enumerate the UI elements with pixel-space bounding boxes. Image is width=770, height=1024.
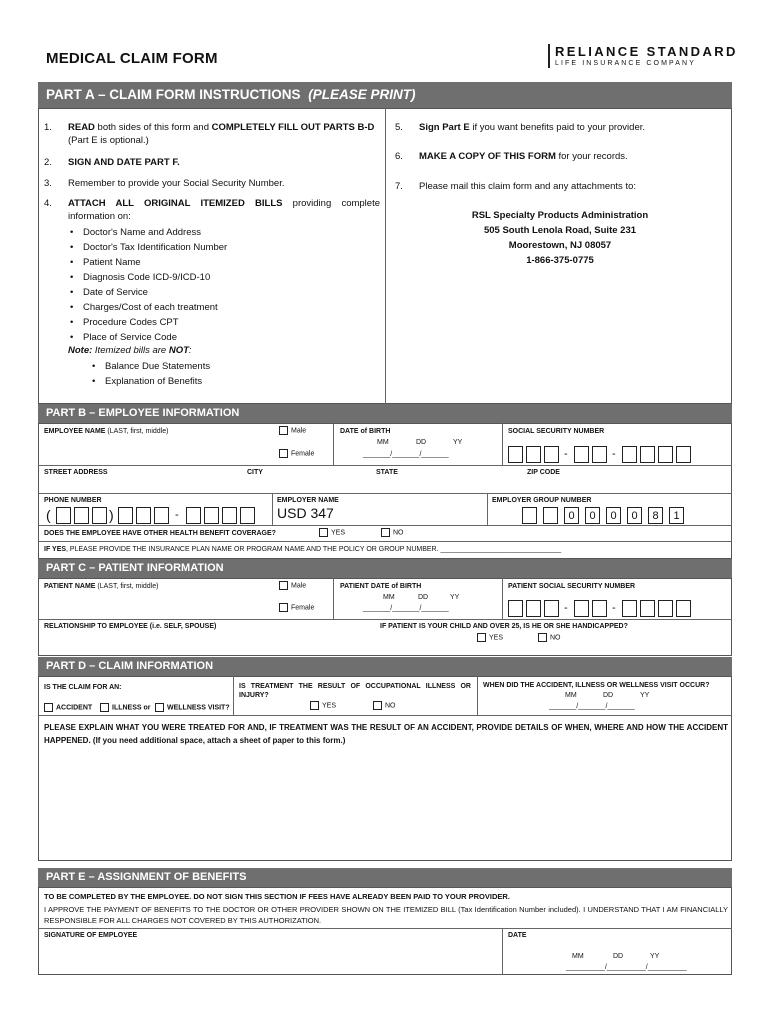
phone-number-label: PHONE NUMBER bbox=[44, 497, 102, 504]
authorization-text: I APPROVE THE PAYMENT OF BENEFITS TO THE DOCTOR OR OTHER PROVIDER SHOWN ON THE ITEMIZED BILL (Tax Identification Number included). I UNDERSTAND THAT I AM FINANCIALLY RESPONSIBLE FOR ALL CHARGES NOT COVERED BY THIS AUTHORIZATION. bbox=[44, 905, 728, 925]
occurrence-yy: YY bbox=[640, 692, 650, 699]
part-a-divider bbox=[385, 108, 386, 404]
employer-group-label: EMPLOYER GROUP NUMBER bbox=[492, 497, 592, 504]
explain-instruction: PLEASE EXPLAIN WHAT YOU WERE TREATED FOR AND, IF TREATMENT WAS THE RESULT OF AN ACCIDENT, PROVIDE DETAILS OF WHEN, WHERE AND HOW THE ACCIDENT HAPPENED. (If you need additional space, attach a sheet of paper to this form.) bbox=[44, 723, 728, 745]
list-item: • Explanation of Benefits bbox=[92, 374, 352, 389]
occurrence-date-field[interactable]: _______/_______/_______ bbox=[549, 703, 635, 710]
claim-type-label: IS THE CLAIM FOR AN: bbox=[44, 684, 122, 691]
divider bbox=[38, 928, 732, 929]
no-checkbox[interactable] bbox=[381, 528, 390, 537]
instruction-4: 4. ATTACH ALL ORIGINAL ITEMIZED BILLS providing complete information on: bbox=[44, 198, 380, 222]
list-item: • Doctor's Name and Address bbox=[70, 225, 370, 240]
patient-ssn-field[interactable]: - - bbox=[508, 600, 718, 618]
no-checkbox[interactable] bbox=[538, 633, 547, 642]
list-item: • Charges/Cost of each treatment bbox=[70, 300, 370, 315]
divider bbox=[233, 676, 234, 715]
not-items-list bbox=[92, 359, 352, 389]
yes-checkbox[interactable] bbox=[477, 633, 486, 642]
patient-dob-field[interactable]: _______/_______/_______ bbox=[363, 605, 449, 612]
list-item: • Doctor's Tax Identification Number bbox=[70, 240, 370, 255]
illness-checkbox[interactable] bbox=[100, 703, 109, 712]
female-checkbox[interactable] bbox=[279, 603, 288, 612]
employee-dob-dd: DD bbox=[416, 439, 427, 446]
occupational-question: IS TREATMENT THE RESULT OF OCCUPATIONAL ILLNESS OR INJURY? bbox=[239, 683, 471, 699]
yes-checkbox[interactable] bbox=[319, 528, 328, 537]
list-item: • Date of Service bbox=[70, 285, 370, 300]
employer-group-field[interactable]: 0 0 0 0 8 1 bbox=[522, 507, 692, 525]
employer-name-label: EMPLOYER NAME bbox=[277, 497, 339, 504]
list-item: • Place of Service Code bbox=[70, 330, 370, 345]
signature-date-yy: YY bbox=[650, 953, 660, 960]
illness-option[interactable]: ILLNESS or bbox=[100, 703, 151, 712]
instruction-7: 7. Please mail this claim form and any attachments to: bbox=[395, 181, 637, 192]
coverage-yes-option[interactable]: YES bbox=[319, 528, 345, 537]
no-checkbox[interactable] bbox=[373, 701, 382, 710]
male-checkbox[interactable] bbox=[279, 426, 288, 435]
occupational-yes-option[interactable]: YES bbox=[310, 701, 336, 710]
divider bbox=[502, 928, 503, 975]
relationship-label: RELATIONSHIP TO EMPLOYEE (i.e. SELF, SPOUSE) bbox=[44, 623, 217, 630]
wellness-checkbox[interactable] bbox=[155, 703, 164, 712]
divider bbox=[38, 715, 732, 716]
date-label: DATE bbox=[508, 932, 527, 939]
instruction-2: 2. SIGN AND DATE PART F. bbox=[44, 157, 180, 168]
divider bbox=[38, 493, 732, 494]
divider bbox=[38, 465, 732, 466]
employee-dob-field[interactable]: _______/_______/_______ bbox=[363, 451, 449, 458]
street-address-label: STREET ADDRESS bbox=[44, 469, 108, 476]
divider bbox=[502, 423, 503, 465]
accident-option[interactable]: ACCIDENT bbox=[44, 703, 92, 712]
divider bbox=[38, 541, 732, 542]
patient-ssn-label: PATIENT SOCIAL SECURITY NUMBER bbox=[508, 583, 636, 590]
signature-field[interactable] bbox=[40, 942, 500, 974]
instruction-6: 6. MAKE A COPY OF THIS FORM for your records. bbox=[395, 151, 628, 162]
employer-name-value[interactable]: USD 347 bbox=[277, 505, 334, 521]
employee-male-option[interactable]: Male bbox=[279, 426, 306, 435]
divider bbox=[487, 493, 488, 525]
divider bbox=[272, 493, 273, 525]
reliance-standard-logo bbox=[548, 44, 738, 68]
employee-name-label: EMPLOYEE NAME (LAST, first, middle) bbox=[44, 428, 169, 435]
part-c-heading: PART C – PATIENT INFORMATION bbox=[38, 559, 732, 578]
handicapped-question: IF PATIENT IS YOUR CHILD AND OVER 25, IS HE OR SHE HANDICAPPED? bbox=[380, 623, 628, 630]
part-a-heading-note: (PLEASE PRINT) bbox=[308, 87, 416, 102]
patient-dob-label: PATIENT DATE of BIRTH bbox=[340, 583, 422, 590]
part-a-heading bbox=[38, 82, 732, 108]
divider bbox=[502, 578, 503, 619]
if-yes-instruction: IF YES, PLEASE PROVIDE THE INSURANCE PLAN NAME OR PROGRAM NAME AND THE POLICY OR GROUP NUMBER. _______________________________ bbox=[44, 546, 562, 553]
divider bbox=[477, 676, 478, 715]
divider bbox=[38, 619, 732, 620]
part-a-heading-text: PART A – CLAIM FORM INSTRUCTIONS bbox=[46, 87, 301, 102]
signature-date-field[interactable]: __________/__________/__________ bbox=[566, 964, 687, 971]
signature-date-dd: DD bbox=[613, 953, 624, 960]
list-item: • Balance Due Statements bbox=[92, 359, 352, 374]
instruction-1: 1. READ both sides of this form and COMPLETELY FILL OUT PARTS B-D (Part E is optional.) bbox=[44, 122, 375, 146]
employee-dob-mm: MM bbox=[377, 439, 389, 446]
signature-date-mm: MM bbox=[572, 953, 584, 960]
logo-line1: RELIANCE STANDARD bbox=[555, 44, 738, 59]
part-d-heading: PART D – CLAIM INFORMATION bbox=[38, 657, 732, 676]
state-label: STATE bbox=[376, 469, 398, 476]
patient-name-label: PATIENT NAME (LAST, first, middle) bbox=[44, 583, 159, 590]
mailing-address: RSL Specialty Products Administration 505 South Lenola Road, Suite 231 Moorestown, NJ 08057 1-866-375-0775 bbox=[471, 210, 649, 266]
list-item: • Procedure Codes CPT bbox=[70, 315, 370, 330]
accident-checkbox[interactable] bbox=[44, 703, 53, 712]
instruction-5: 5. Sign Part E if you want benefits paid to your provider. bbox=[395, 122, 646, 133]
divider bbox=[333, 423, 334, 465]
list-item: • Diagnosis Code ICD-9/ICD-10 bbox=[70, 270, 370, 285]
occupational-no-option[interactable]: NO bbox=[373, 701, 396, 710]
instruction-3: 3. Remember to provide your Social Security Number. bbox=[44, 178, 285, 189]
logo-line2: LIFE INSURANCE COMPANY bbox=[555, 60, 696, 67]
occurrence-date-label: WHEN DID THE ACCIDENT, ILLNESS OR WELLNESS VISIT OCCUR? bbox=[483, 682, 710, 689]
employee-ssn-label: SOCIAL SECURITY NUMBER bbox=[508, 428, 605, 435]
handicapped-no-option[interactable]: NO bbox=[538, 633, 561, 642]
wellness-option[interactable]: WELLNESS VISIT? bbox=[155, 703, 230, 712]
yes-checkbox[interactable] bbox=[310, 701, 319, 710]
city-label: CITY bbox=[247, 469, 263, 476]
patient-female-option[interactable]: Female bbox=[279, 603, 314, 612]
patient-dob-yy: YY bbox=[450, 594, 460, 601]
phone-number-field[interactable]: ( ) - bbox=[44, 507, 272, 525]
divider bbox=[38, 525, 732, 526]
male-checkbox[interactable] bbox=[279, 581, 288, 590]
itemized-note: Note: Itemized bills are NOT: bbox=[68, 345, 192, 356]
signature-label: SIGNATURE OF EMPLOYEE bbox=[44, 932, 138, 939]
coverage-no-option[interactable]: NO bbox=[381, 528, 404, 537]
patient-dob-mm: MM bbox=[383, 594, 395, 601]
divider bbox=[333, 578, 334, 619]
part-e-instruction: TO BE COMPLETED BY THE EMPLOYEE. DO NOT SIGN THIS SECTION IF FEES HAVE ALREADY BEEN PAID TO YOUR PROVIDER. bbox=[44, 892, 510, 901]
handicapped-yes-option[interactable]: YES bbox=[477, 633, 503, 642]
employee-dob-yy: YY bbox=[453, 439, 463, 446]
list-item: • Patient Name bbox=[70, 255, 370, 270]
female-checkbox[interactable] bbox=[279, 449, 288, 458]
part-b-heading: PART B – EMPLOYEE INFORMATION bbox=[38, 404, 732, 423]
bill-items-list bbox=[70, 225, 370, 345]
explanation-textarea[interactable] bbox=[40, 748, 730, 859]
other-coverage-question: DOES THE EMPLOYEE HAVE OTHER HEALTH BENEFIT COVERAGE? bbox=[44, 530, 276, 537]
employee-ssn-field[interactable]: - - bbox=[508, 446, 718, 464]
occurrence-dd: DD bbox=[603, 692, 614, 699]
employee-dob-label: DATE of BIRTH bbox=[340, 428, 391, 435]
form-title: MEDICAL CLAIM FORM bbox=[46, 50, 218, 67]
zip-code-label: ZIP CODE bbox=[527, 469, 560, 476]
employee-female-option[interactable]: Female bbox=[279, 449, 314, 458]
patient-dob-dd: DD bbox=[418, 594, 429, 601]
part-e-heading: PART E – ASSIGNMENT OF BENEFITS bbox=[38, 868, 732, 887]
patient-male-option[interactable]: Male bbox=[279, 581, 306, 590]
occurrence-mm: MM bbox=[565, 692, 577, 699]
